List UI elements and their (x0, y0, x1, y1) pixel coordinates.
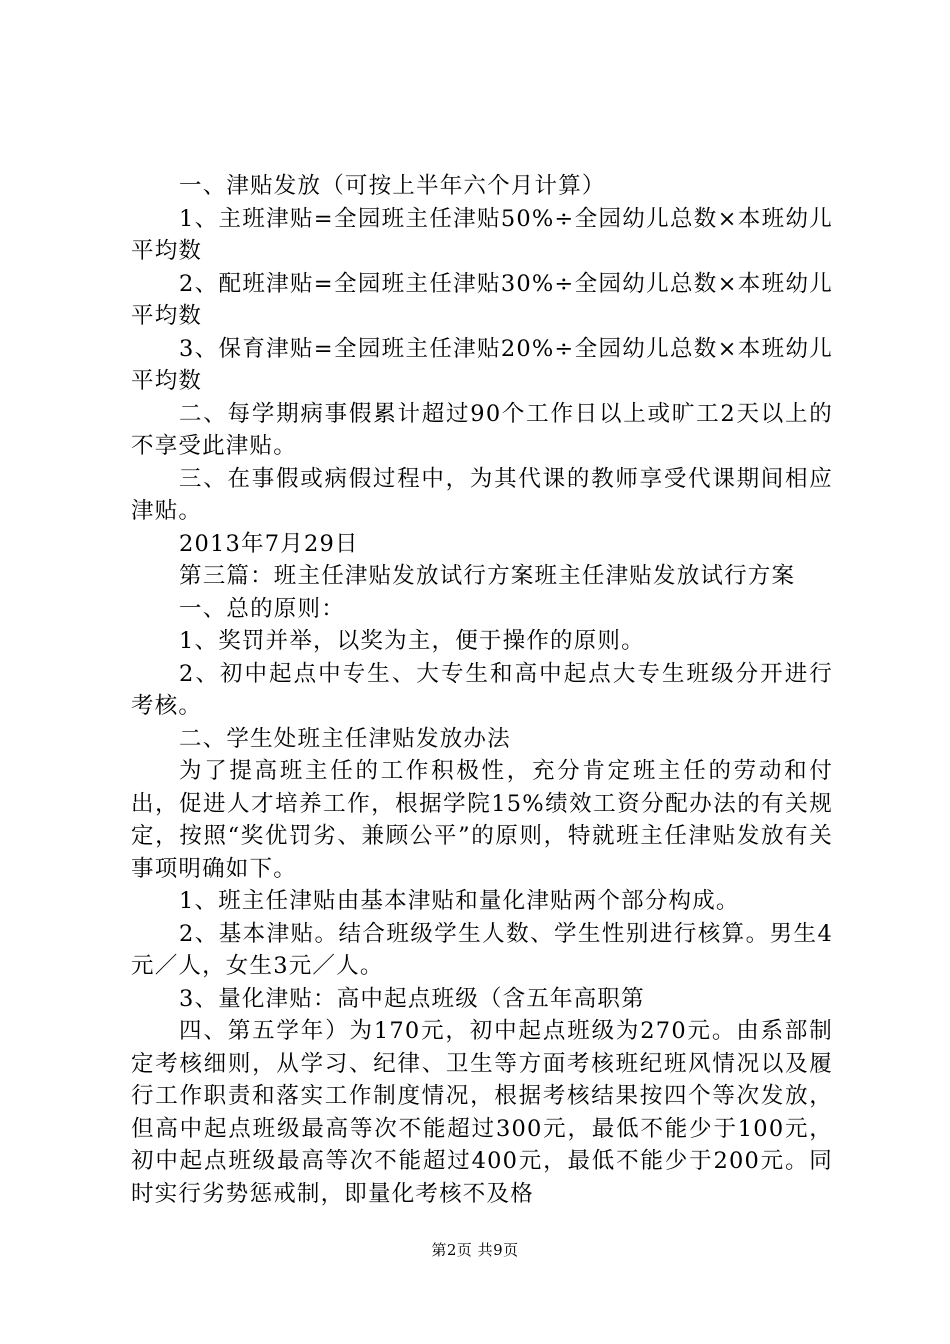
paragraph: 2、初中起点中专生、大专生和高中起点大专生班级分开进行考核。 (131, 660, 833, 719)
paragraph: 为了提高班主任的工作积极性，充分肯定班主任的劳动和付出，促进人才培养工作，根据学院15%绩效工资分配办法的有关规定，按照“奖优罚劣、兼顾公平”的原则，特就班主任津贴发放有关事项明确如下。 (131, 758, 833, 882)
paragraph: 二、每学期病事假累计超过90个工作日以上或旷工2天以上的不享受此津贴。 (131, 400, 833, 459)
paragraph: 1、奖罚并举，以奖为主，便于操作的原则。 (179, 628, 645, 654)
page-number-footer: 第2页 共9页 (431, 1241, 519, 1259)
paragraph: 1、班主任津贴由基本津贴和量化津贴两个部分构成。 (179, 888, 740, 914)
paragraph: 2、配班津贴=全园班主任津贴30%÷全园幼儿总数×本班幼儿平均数 (131, 270, 833, 329)
paragraph: 1、主班津贴=全园班主任津贴50%÷全园幼儿总数×本班幼儿平均数 (131, 205, 833, 264)
section-heading: 第三篇：班主任津贴发放试行方案班主任津贴发放试行方案 (179, 563, 796, 589)
paragraph: 3、量化津贴：高中起点班级（含五年高职第 (179, 985, 645, 1012)
paragraph: 三、在事假或病假过程中，为其代课的教师享受代课期间相应津贴。 (131, 465, 833, 524)
paragraph: 3、保育津贴=全园班主任津贴20%÷全园幼儿总数×本班幼儿平均数 (131, 335, 833, 394)
paragraph: 四、第五学年）为170元，初中起点班级为270元。由系部制定考核细则，从学习、纪律、卫生等方面考核班纪班风情况以及履行工作职责和落实工作制度情况，根据考核结果按四个等次发放，但高中起点班级最高等次不能超过300元，最低不能少于100元，初中起点班级最高等次不能超过400元，最低不能少于200元。同时实行劣势惩戒制，即量化考核不及格 (131, 1018, 833, 1207)
paragraph: 二、学生处班主任津贴发放办法 (179, 725, 511, 752)
paragraph: 一、总的原则： (179, 595, 345, 622)
paragraph: 2、基本津贴。结合班级学生人数、学生性别进行核算。男生4元／人，女生3元／人。 (131, 920, 833, 979)
date-line: 2013年7月29日 (179, 530, 359, 557)
document-body (131, 170, 833, 1210)
paragraph: 一、津贴发放（可按上半年六个月计算） (179, 173, 606, 199)
